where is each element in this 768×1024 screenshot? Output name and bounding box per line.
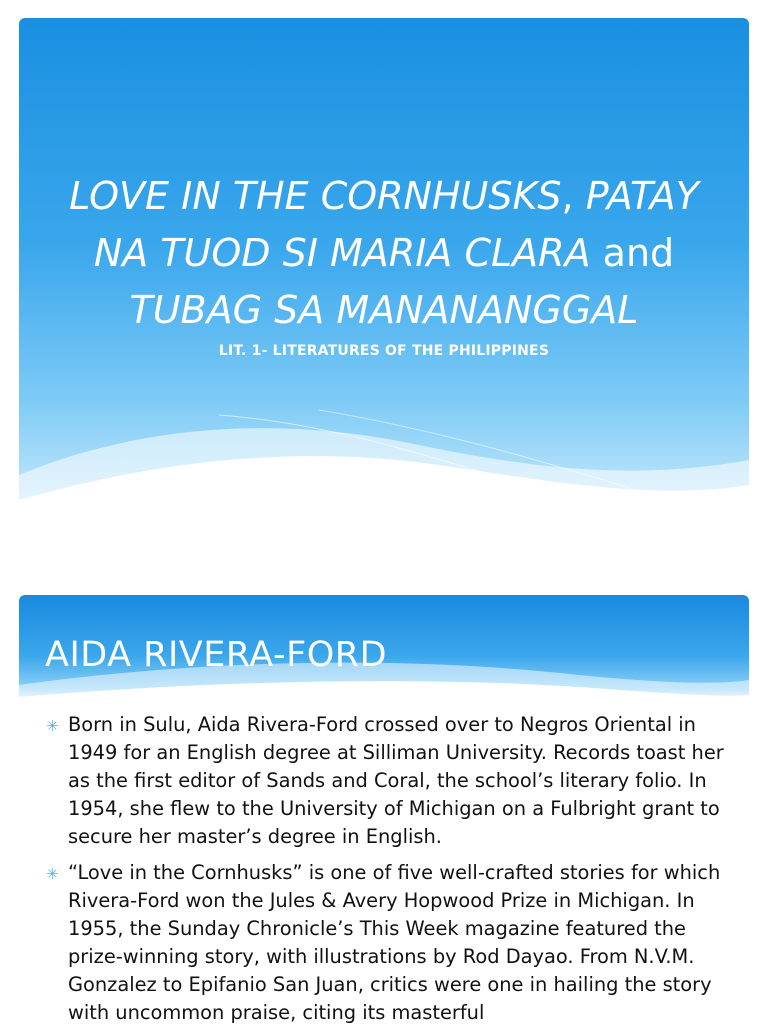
title-part: PATAY NA TUOD SI MARIA CLARA	[93, 174, 699, 275]
title-part: TUBAG SA MANANANGGAL	[129, 288, 639, 332]
title-slide	[19, 18, 749, 525]
slide-title	[39, 168, 729, 339]
wave-decoration	[19, 405, 749, 525]
title-part: LOVE IN THE CORNHUSKS	[69, 174, 562, 218]
title-part: and	[590, 231, 675, 275]
title-part: ,	[561, 174, 586, 218]
bullet-text: Born in Sulu, Aida Rivera-Ford crossed over to Negros Oriental in 1949 for an English degree at Silliman University. Records toast her as the first editor of Sands and Coral, the school’s literary folio. In 1954, she flew to the University of Michigan on a Fulbright grant to secure her master’s degree in English.	[68, 713, 724, 848]
content-slide	[19, 595, 749, 1024]
asterisk-bullet-icon: ✳	[46, 717, 59, 735]
bullet-list	[19, 711, 749, 1024]
slide-header	[19, 595, 749, 705]
slide-subtitle: LIT. 1- LITERATURES OF THE PHILIPPINES	[218, 343, 550, 359]
bullet-item	[19, 711, 749, 851]
asterisk-bullet-icon: ✳	[46, 865, 59, 883]
bullet-item	[19, 859, 749, 1024]
bullet-text: “Love in the Cornhusks” is one of five well-crafted stories for which Rivera-Ford won the Jules & Avery Hopwood Prize in Michigan. In 1955, the Sunday Chronicle’s This Week magazine featured the prize-winning story, with illustrations by Rod Dayao. From N.V.M. Gonzalez to Epifanio San Juan, critics were one in hailing the story with uncommon praise, citing its masterful	[68, 861, 721, 1024]
slide-heading: AIDA RIVERA-FORD	[45, 635, 388, 675]
